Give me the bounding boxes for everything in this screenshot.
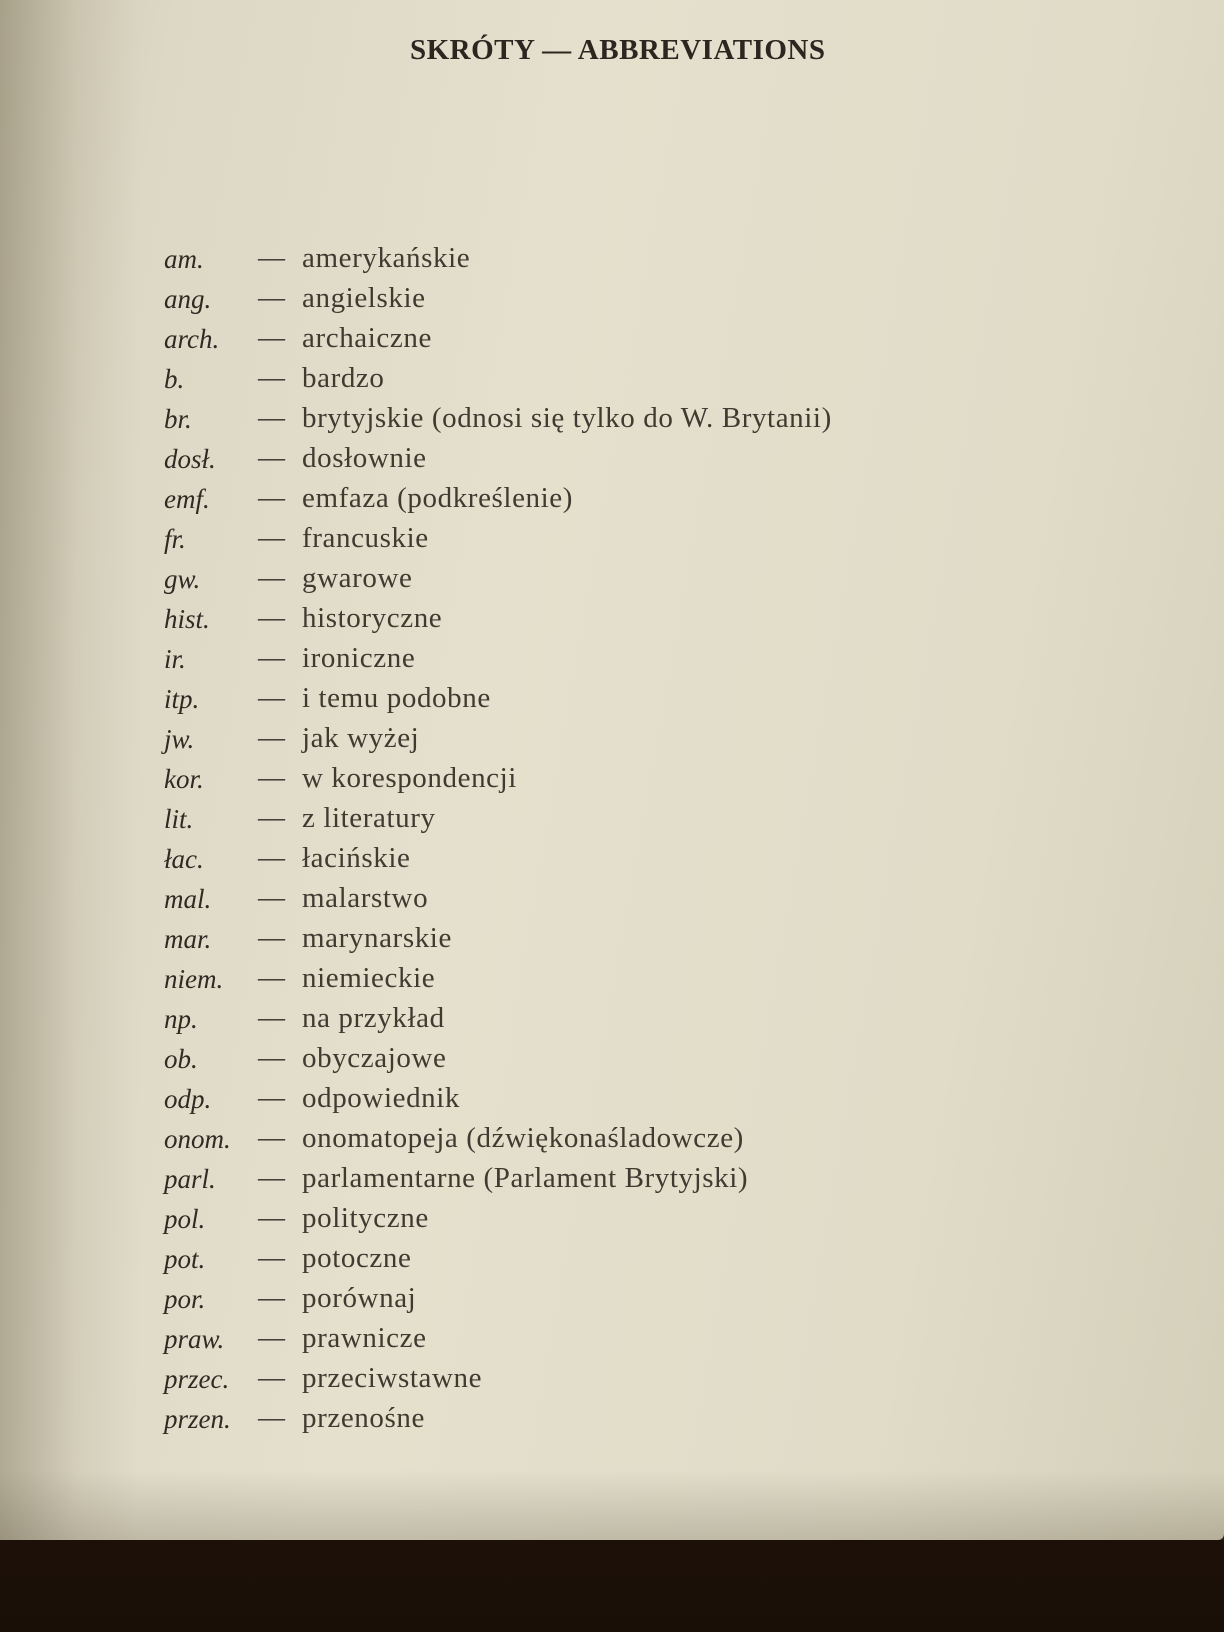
abbreviation-entry bbox=[158, 560, 1158, 600]
abbreviation-term: niem. bbox=[164, 964, 224, 994]
abbreviation-entry bbox=[158, 360, 1158, 400]
abbreviation-entry bbox=[158, 1080, 1158, 1120]
abbreviation-term: br. bbox=[164, 404, 192, 434]
abbreviation-meaning: parlamentarne (Parlament Brytyjski) bbox=[302, 1162, 749, 1194]
abbreviation-meaning: z literatury bbox=[302, 802, 436, 834]
entry-dash: — bbox=[258, 402, 285, 432]
abbreviation-meaning: ironiczne bbox=[302, 642, 416, 674]
entry-dash: — bbox=[258, 762, 285, 792]
entry-dash: — bbox=[258, 562, 285, 592]
abbreviation-term: np. bbox=[164, 1004, 198, 1034]
abbreviation-meaning: odpowiednik bbox=[302, 1082, 461, 1114]
abbreviation-entry bbox=[158, 440, 1158, 480]
abbreviation-term: praw. bbox=[164, 1324, 225, 1354]
entry-dash: — bbox=[258, 1002, 285, 1032]
abbreviation-term: mal. bbox=[164, 884, 212, 914]
entry-dash: — bbox=[258, 1122, 285, 1152]
abbreviation-meaning: przenośne bbox=[302, 1402, 425, 1434]
entry-dash: — bbox=[258, 322, 285, 352]
abbreviation-term: ir. bbox=[164, 644, 186, 674]
abbreviation-term: emf. bbox=[164, 484, 210, 514]
abbreviation-term: pol. bbox=[164, 1204, 206, 1234]
abbreviation-entry bbox=[158, 1000, 1158, 1040]
entry-dash: — bbox=[258, 922, 285, 952]
entry-dash: — bbox=[258, 642, 285, 672]
abbreviation-entry bbox=[158, 840, 1158, 880]
abbreviation-entry bbox=[158, 280, 1158, 320]
entry-dash: — bbox=[258, 802, 285, 832]
page-heading: SKRÓTY — ABBREVIATIONS bbox=[410, 34, 826, 66]
abbreviation-meaning: przeciwstawne bbox=[302, 1362, 483, 1394]
abbreviation-entry bbox=[158, 760, 1158, 800]
entry-dash: — bbox=[258, 522, 285, 552]
abbreviation-entry bbox=[158, 320, 1158, 360]
abbreviation-term: przen. bbox=[164, 1404, 231, 1434]
abbreviation-meaning: na przykład bbox=[302, 1002, 445, 1034]
abbreviation-entry bbox=[158, 1280, 1158, 1320]
abbreviation-entry bbox=[158, 1320, 1158, 1360]
entry-dash: — bbox=[258, 962, 285, 992]
abbreviation-meaning: niemieckie bbox=[302, 962, 436, 994]
abbreviation-entry bbox=[158, 400, 1158, 440]
abbreviation-entry bbox=[158, 640, 1158, 680]
abbreviation-entry bbox=[158, 1240, 1158, 1280]
abbreviation-meaning: archaiczne bbox=[302, 322, 432, 354]
abbreviation-entry bbox=[158, 920, 1158, 960]
abbreviation-entry bbox=[158, 720, 1158, 760]
abbreviation-term: b. bbox=[164, 364, 185, 394]
entry-dash: — bbox=[258, 1082, 285, 1112]
abbreviation-term: odp. bbox=[164, 1084, 212, 1114]
abbreviation-meaning: dosłownie bbox=[302, 442, 427, 474]
gutter-shadow bbox=[0, 0, 140, 1540]
abbreviation-meaning: brytyjskie (odnosi się tylko do W. Brytanii) bbox=[302, 402, 832, 434]
entry-dash: — bbox=[258, 682, 285, 712]
entry-dash: — bbox=[258, 842, 285, 872]
abbreviation-meaning: łacińskie bbox=[302, 842, 411, 874]
abbreviation-meaning: potoczne bbox=[302, 1242, 412, 1274]
entry-dash: — bbox=[258, 882, 285, 912]
abbreviation-meaning: obyczajowe bbox=[302, 1042, 447, 1074]
abbreviation-meaning: malarstwo bbox=[302, 882, 429, 914]
entry-dash: — bbox=[258, 362, 285, 392]
abbreviation-meaning: i temu podobne bbox=[302, 682, 491, 714]
abbreviation-term: am. bbox=[164, 244, 204, 274]
abbreviation-entry bbox=[158, 1120, 1158, 1160]
abbreviation-term: gw. bbox=[164, 564, 201, 594]
abbreviation-meaning: polityczne bbox=[302, 1202, 429, 1234]
page-bottom-shadow bbox=[0, 1470, 1224, 1540]
abbreviation-term: jw. bbox=[164, 724, 195, 754]
entry-dash: — bbox=[258, 1402, 285, 1432]
entry-dash: — bbox=[258, 1362, 285, 1392]
abbreviation-term: mar. bbox=[164, 924, 212, 954]
abbreviation-term: fr. bbox=[164, 524, 186, 554]
abbreviation-meaning: bardzo bbox=[302, 362, 385, 394]
entry-dash: — bbox=[258, 1282, 285, 1312]
abbreviation-entry bbox=[158, 960, 1158, 1000]
abbreviation-entry bbox=[158, 600, 1158, 640]
abbreviation-meaning: marynarskie bbox=[302, 922, 452, 954]
abbreviation-term: łac. bbox=[164, 844, 204, 874]
abbreviation-entry bbox=[158, 1360, 1158, 1400]
abbreviation-entry bbox=[158, 800, 1158, 840]
entry-dash: — bbox=[258, 1202, 285, 1232]
abbreviation-meaning: jak wyżej bbox=[302, 722, 420, 754]
abbreviation-meaning: francuskie bbox=[302, 522, 429, 554]
abbreviation-entry bbox=[158, 520, 1158, 560]
abbreviation-meaning: angielskie bbox=[302, 282, 426, 314]
abbreviation-term: ang. bbox=[164, 284, 212, 314]
entry-dash: — bbox=[258, 482, 285, 512]
abbreviation-meaning: historyczne bbox=[302, 602, 443, 634]
abbreviation-meaning: gwarowe bbox=[302, 562, 413, 594]
entry-dash: — bbox=[258, 282, 285, 312]
abbreviation-term: itp. bbox=[164, 684, 200, 714]
abbreviation-entry bbox=[158, 1200, 1158, 1240]
entry-dash: — bbox=[258, 1242, 285, 1272]
entry-dash: — bbox=[258, 442, 285, 472]
abbreviation-meaning: emfaza (podkreślenie) bbox=[302, 482, 574, 514]
abbreviation-entry bbox=[158, 1400, 1158, 1440]
entry-dash: — bbox=[258, 1322, 285, 1352]
entry-dash: — bbox=[258, 1162, 285, 1192]
abbreviation-entry bbox=[158, 880, 1158, 920]
abbreviation-meaning: prawnicze bbox=[302, 1322, 427, 1354]
abbreviation-entry bbox=[158, 680, 1158, 720]
abbreviation-meaning: w korespondencji bbox=[302, 762, 517, 794]
abbreviation-entry bbox=[158, 1040, 1158, 1080]
abbreviation-meaning: amerykańskie bbox=[302, 242, 471, 274]
abbreviation-entry bbox=[158, 240, 1158, 280]
entry-dash: — bbox=[258, 722, 285, 752]
abbreviation-term: parl. bbox=[164, 1164, 216, 1194]
entry-dash: — bbox=[258, 1042, 285, 1072]
abbreviation-term: kor. bbox=[164, 764, 204, 794]
abbreviation-term: ob. bbox=[164, 1044, 198, 1074]
abbreviation-term: por. bbox=[164, 1284, 206, 1314]
abbreviation-entry bbox=[158, 1160, 1158, 1200]
abbreviation-term: arch. bbox=[164, 324, 220, 354]
abbreviation-term: dosł. bbox=[164, 444, 216, 474]
abbreviation-term: przec. bbox=[164, 1364, 230, 1394]
abbreviation-term: hist. bbox=[164, 604, 210, 634]
abbreviation-meaning: onomatopeja (dźwiękonaśladowcze) bbox=[302, 1122, 744, 1154]
abbreviation-term: onom. bbox=[164, 1124, 231, 1154]
entry-dash: — bbox=[258, 602, 285, 632]
abbreviation-entry bbox=[158, 480, 1158, 520]
abbreviation-term: lit. bbox=[164, 804, 194, 834]
entry-dash: — bbox=[258, 242, 285, 272]
abbreviation-list bbox=[158, 240, 1158, 1440]
abbreviation-meaning: porównaj bbox=[302, 1282, 417, 1314]
abbreviation-term: pot. bbox=[164, 1244, 206, 1274]
